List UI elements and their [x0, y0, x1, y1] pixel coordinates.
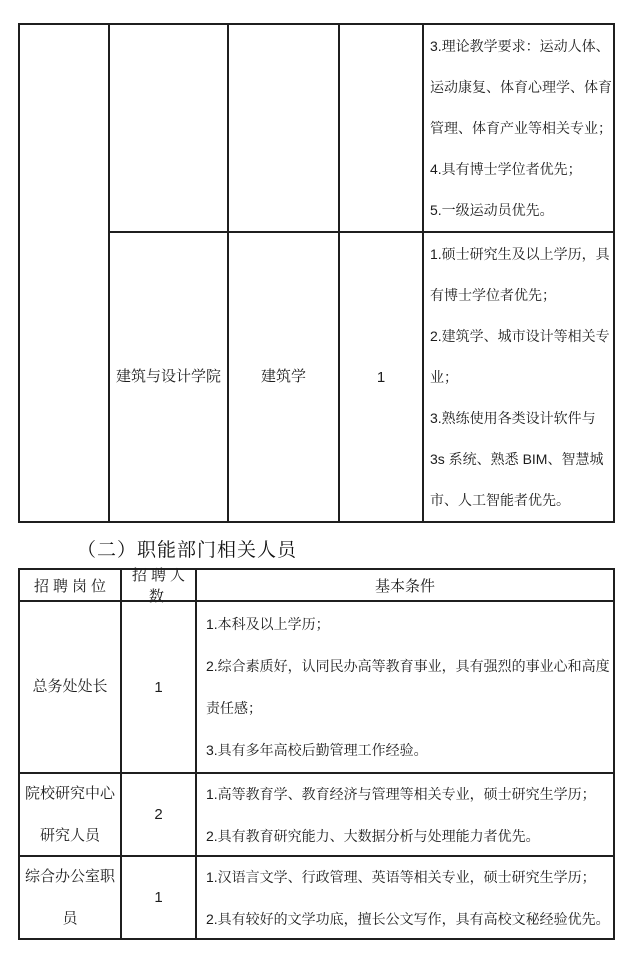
header-cell-conditions: [195, 570, 613, 600]
condition-line: 2.具有教育研究能力、大数据分析与处理能力者优先。: [206, 827, 540, 844]
requirement-line: 3s 系统、熟悉 BIM、智慧城: [430, 450, 604, 467]
count-value: 1: [376, 368, 386, 386]
teaching-positions-table: [18, 23, 615, 523]
count-cell-empty: [338, 25, 422, 231]
conditions-cell: [195, 600, 613, 772]
conditions-cell: [195, 772, 613, 855]
requirement-line: 2.建筑学、城市设计等相关专: [430, 327, 610, 344]
condition-line: 2.综合素质好，认同民办高等教育事业，具有强烈的事业心和高度: [206, 658, 610, 674]
count-value: 2: [154, 806, 163, 823]
conditions-cell: [195, 855, 613, 938]
major-name: 建筑学: [260, 368, 306, 385]
requirement-line: 3.熟练使用各类设计软件与: [430, 409, 596, 426]
requirement-line: 运动康复、体育心理学、体育: [430, 78, 612, 95]
condition-line: 1.本科及以上学历；: [206, 616, 330, 632]
position-name: 综合办公室职: [24, 867, 115, 885]
condition-line: 责任感；: [206, 700, 262, 716]
requirement-line: 3.理论教学要求：运动人体、: [430, 37, 610, 54]
position-cell: [20, 855, 120, 938]
requirement-line: 4.具有博士学位者优先；: [430, 160, 582, 177]
section-heading: （二）职能部门相关人员: [77, 540, 298, 561]
requirement-line: 有博士学位者优先；: [430, 286, 556, 303]
requirement-line: 5.一级运动员优先。: [430, 201, 554, 218]
header-count-label: 招聘人数: [131, 567, 189, 605]
requirement-line: 业；: [430, 368, 458, 385]
condition-line: 1.汉语言文学、行政管理、英语等相关专业，硕士研究生学历；: [206, 868, 596, 885]
count-cell: [120, 600, 195, 772]
requirements-cell: [422, 25, 613, 231]
position-cell: [20, 600, 120, 772]
staff-positions-table: [18, 568, 615, 940]
count-cell: [120, 772, 195, 855]
position-name: 研究人员: [39, 826, 100, 844]
college-cell: [108, 231, 227, 521]
condition-line: 1.高等教育学、教育经济与管理等相关专业，硕士研究生学历；: [206, 785, 596, 802]
major-cell-empty: [227, 25, 338, 231]
requirement-line: 管理、体育产业等相关专业；: [430, 119, 612, 136]
count-value: 1: [154, 889, 163, 906]
count-value: 1: [154, 678, 163, 696]
college-name: 建筑与设计学院: [115, 368, 221, 385]
header-cell-count: [120, 567, 195, 605]
requirement-line: 1.硕士研究生及以上学历，具: [430, 245, 610, 262]
requirement-line: 市、人工智能者优先。: [430, 491, 570, 508]
position-name: 院校研究中心: [24, 784, 115, 802]
college-group-cell-empty: [20, 25, 108, 521]
condition-line: 3.具有多年高校后勤管理工作经验。: [206, 742, 428, 758]
college-cell-empty: [108, 25, 227, 231]
condition-line: 2.具有较好的文学功底，擅长公文写作，具有高校文秘经验优先。: [206, 910, 610, 927]
position-cell: [20, 772, 120, 855]
requirements-cell: [422, 231, 613, 521]
major-cell: [227, 231, 338, 521]
header-position-label: 招聘岗位: [33, 577, 110, 595]
header-cell-position: [20, 570, 120, 600]
header-conditions-label: 基本条件: [374, 577, 435, 595]
count-cell: [120, 855, 195, 938]
position-name: 总务处处长: [32, 678, 108, 695]
count-cell: [338, 231, 422, 521]
position-name: 员: [62, 909, 78, 927]
